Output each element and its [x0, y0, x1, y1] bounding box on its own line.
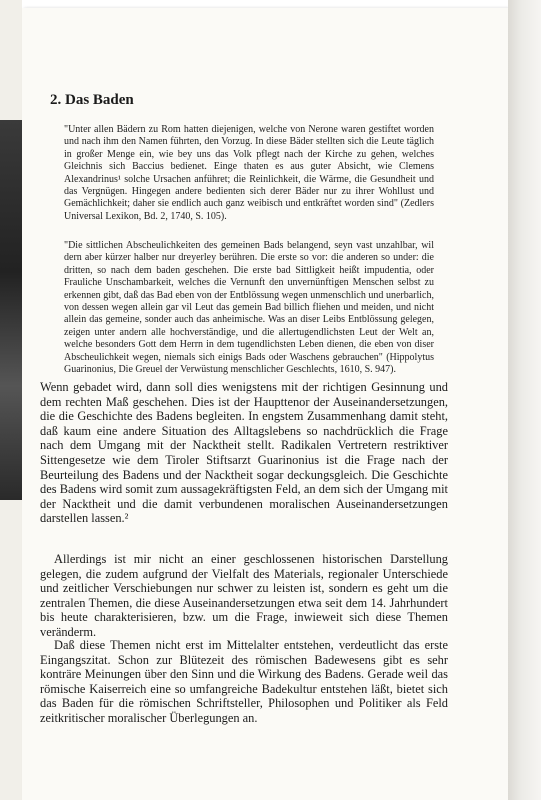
body-paragraph-1: Wenn gebadet wird, dann soll dies wenigstens mit der richtigen Gesinnung und dem rechten Maß geschehen. Dies ist der Haupttenor der Auseinandersetzungen, die die Geschichte des Badens begleiten. In engstem Zusammenhang damit steht, daß kaum eine andere Situation des Alltagslebens so nachdrücklich die Frage nach dem Umgang mit der Nacktheit stellt. Radikalen Vertretern restriktiver Sittengesetze wie dem Tiroler Stiftsarzt Guarinonius ist die Frage nach der Beurteilung des Badens und der Nacktheit sogar deckungsgleich. Die Geschichte des Badens wird somit zum aussagekräftigsten Feld, an dem sich der Umgang mit der Nacktheit und die damit verbundenen moralischen Auseinandersetzungen darstellen lassen.²: [40, 380, 448, 526]
body-paragraph-2: Allerdings ist mir nicht an einer geschlossenen historischen Darstellung gelegen, die zudem aufgrund der Vielfalt des Materials, regionaler Unterschiede und zeitlicher Verschiebungen nur schwer zu leisten ist, sondern es geht um die zentralen Themen, die diese Auseinandersetzungen etwa seit dem 14. Jahrhundert bis heute charakterisieren, bzw. um die Frage, inwieweit sich diese Themen veränderm.: [40, 552, 448, 639]
body-paragraph-3: Daß diese Themen nicht erst im Mittelalter entstehen, verdeutlicht das erste Eingangszitat. Schon zur Blütezeit des römischen Badewesens gibt es sehr konträre Meinungen über den Sinn und die Wirkung des Badens. Gerade weil das römische Kaiserreich eine so umfangreiche Badekultur entstehen läßt, bietet sich das Baden für die römischen Schriftsteller, Philosophen und Politiker als Feld zeitkritischer moralischer Überlegungen an.: [40, 638, 448, 725]
adjacent-page-photo: [0, 120, 22, 500]
epigraph-quote-2: "Die sittlichen Abscheulichkeiten des gemeinen Bads belangend, seyn vast unzahlbar, wil dern aber kürzer halber nur dreyerley berühren. Die erste so vor: die anderen so under: die dritten, so nach dem baden geschehen. Die erste bad Sittligkeit heißt impudentia, oder Frauliche Unschambarkeit, welches die Vernunft den unvernünftigen Menschen selbst zu erkennen gibt, daß das Bad eben von der Entblössung wegen unmenschlich und unerbarlich, von dessen wegen allein gar vil Leut das gemein Bad billich fliehen und meiden, und nicht allein das gemeine, sonder auch das anheimische. Was an diser Leibs Entblössung gelegen, zeigen unter andern alle hochverständige, und die allertugendlichsten Leut der Welt an, welche besonders Gott dem Herrn in dem tugendlichsten Leben dienen, die eben von diser Abscheulichkeit wegen, niemals sich einigs Bads oder Waschens gebrauchen" (Hippolytus Guarinonius, Die Greuel der Verwüstung menschlicher Geschlechts, 1610, S. 947).: [64, 240, 434, 376]
page-stack-edge: [508, 0, 541, 800]
epigraph-quote-1: "Unter allen Bädern zu Rom hatten diejenigen, welche von Nerone waren gestiftet worden und nach ihm den Namen führten, den Vorzug. In diese Bäder stellten sich die Leute täglich in großer Menge ein, wie bey uns das Volk pflegt nach der Kirche zu gehen, welches Gleichnis sich Baccius bedienet. Einge thaten es aus guter Absicht, wie Clemens Alexandrinus¹ solche Ursachen anführet; die Reinlichkeit, die Wärme, die Gesundheit und das Vergnügen. Hingegen andere bedienten sich derer Bäder nur zu ihrer Wohllust und Gemächlichkeit; daher sie endlich auch ganz weibisch und entkräftet worden sind" (Zedlers Universal Lexikon, Bd. 2, 1740, S. 105).: [64, 124, 434, 222]
section-heading: 2. Das Baden: [50, 92, 134, 108]
